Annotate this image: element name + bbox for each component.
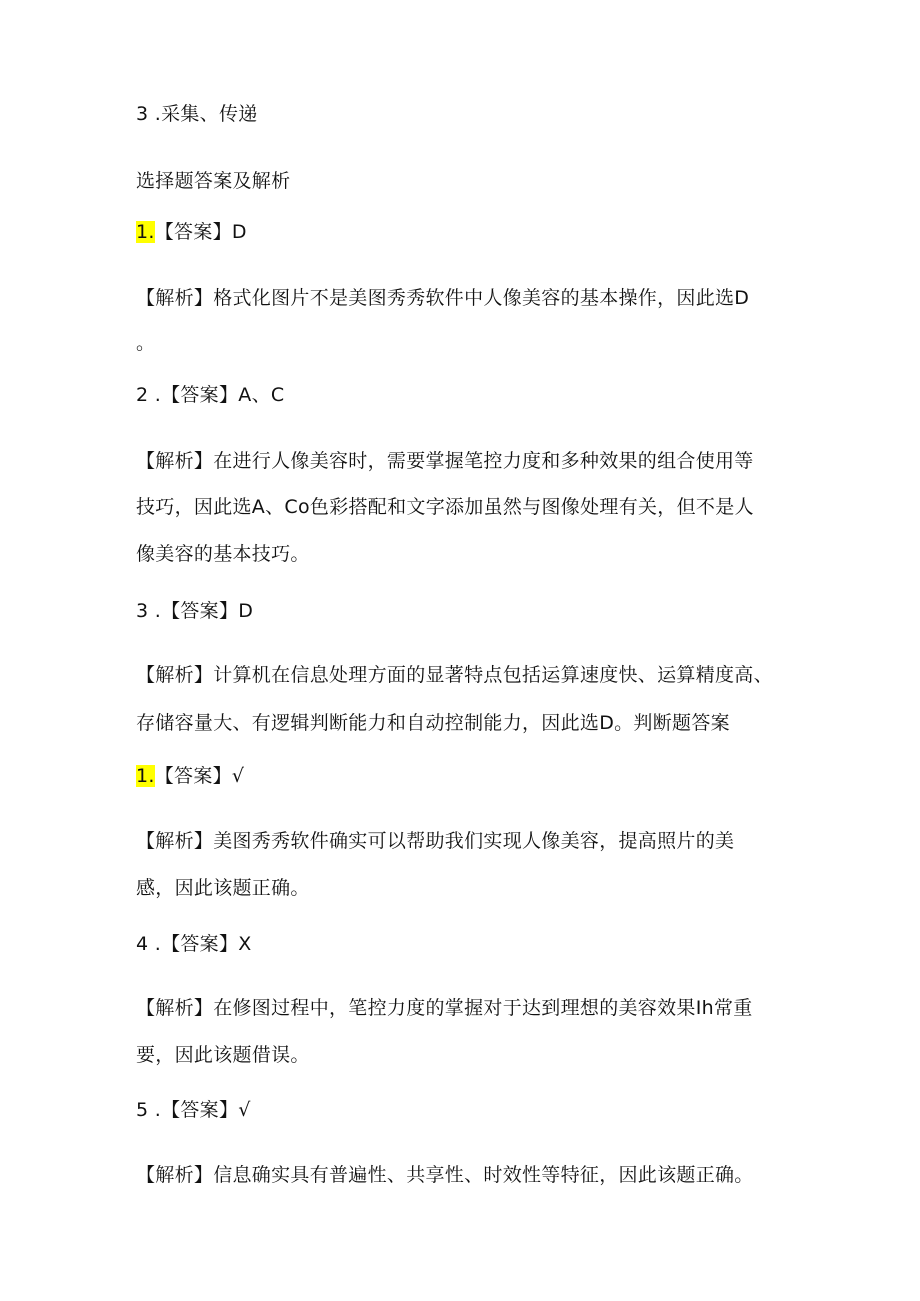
judgement-analysis-4-line-2: 要，因此该题借误。: [136, 1044, 310, 1066]
analysis-2-line-2: 技巧，因此选A、Co色彩搭配和文字添加虽然与图像处理有关，但不是人: [136, 496, 754, 518]
highlighted-number: 1.: [136, 221, 155, 243]
analysis-1-line-1: 【解析】格式化图片不是美图秀秀软件中人像美容的基本操作，因此选D: [136, 287, 750, 309]
answer-line-1: [136, 220, 247, 244]
judgement-answer-line-4: 4 .【答案】X: [136, 933, 252, 955]
judgement-analysis-5-line-1: 【解析】信息确实具有普遍性、共享性、时效性等特征，因此该题正确。: [136, 1164, 754, 1186]
highlighted-number: 1.: [136, 765, 155, 787]
analysis-2-line-1: 【解析】在进行人像美容时，需要掌握笔控力度和多种效果的组合使用等: [136, 450, 754, 472]
judgement-analysis-1-line-2: 感，因此该题正确。: [136, 877, 310, 899]
section-heading-choice: 选择题答案及解析: [136, 170, 291, 192]
answer-item-3-text: 3 .采集、传递: [136, 103, 258, 125]
analysis-3-line-1: 【解析】计算机在信息处理方面的显著特点包括运算速度快、运算精度高、: [136, 664, 773, 686]
answer-line-3: 3 .【答案】D: [136, 600, 254, 622]
judgement-answer-line-1: [136, 764, 244, 788]
judgement-analysis-1-line-1: 【解析】美图秀秀软件确实可以帮助我们实现人像美容，提高照片的美: [136, 830, 735, 852]
answer-label: 【答案】√: [154, 765, 245, 787]
analysis-2-line-3: 像美容的基本技巧。: [136, 543, 310, 565]
judgement-analysis-4-line-1: 【解析】在修图过程中，笔控力度的掌握对于达到理想的美容效果Ih常重: [136, 997, 753, 1019]
answer-label: 【答案】D: [154, 221, 247, 243]
analysis-3-line-2: 存储容量大、有逻辑判断能力和自动控制能力，因此选D。判断题答案: [136, 712, 730, 734]
analysis-1-line-2: 。: [136, 332, 156, 354]
judgement-answer-line-5: 5 .【答案】√: [136, 1099, 251, 1121]
answer-line-2: 2 .【答案】A、C: [136, 384, 285, 406]
